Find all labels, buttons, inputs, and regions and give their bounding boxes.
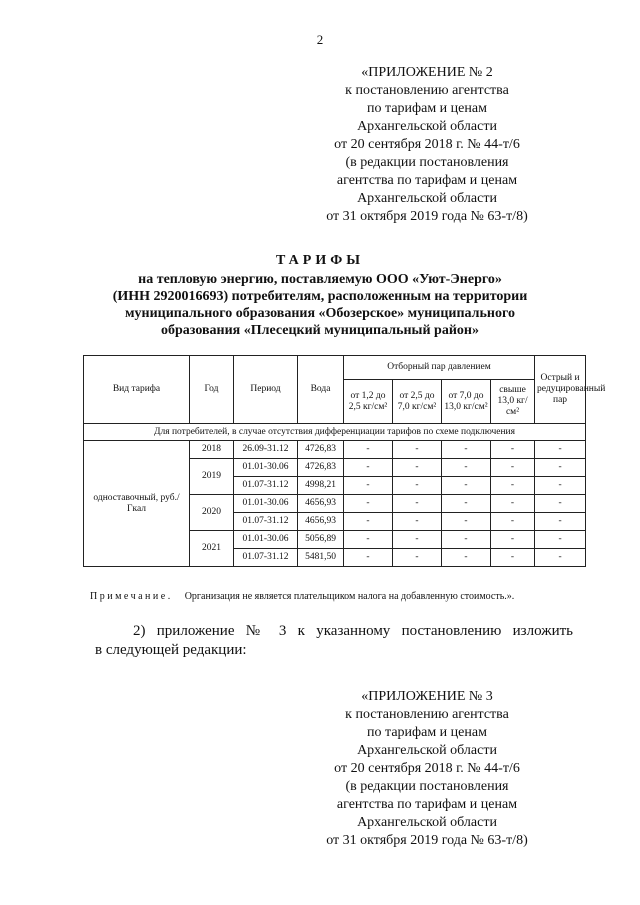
header-steam-4: свыше 13,0 кг/см² bbox=[491, 380, 535, 424]
appendix-line: «ПРИЛОЖЕНИЕ № 3 bbox=[361, 689, 493, 704]
steam-4-cell: - bbox=[491, 441, 535, 459]
steam-2-cell: - bbox=[393, 531, 442, 549]
year-cell: 2021 bbox=[190, 531, 234, 567]
header-sharp-steam: Острый и редуцированный пар bbox=[535, 356, 586, 424]
sharp-steam-cell: - bbox=[535, 477, 586, 495]
steam-3-cell: - bbox=[442, 549, 491, 567]
steam-2-cell: - bbox=[393, 477, 442, 495]
steam-3-cell: - bbox=[442, 531, 491, 549]
steam-1-cell: - bbox=[344, 459, 393, 477]
period-cell: 01.07-31.12 bbox=[234, 477, 298, 495]
steam-1-cell: - bbox=[344, 549, 393, 567]
subtitle-line: (ИНН 2920016693) потребителям, расположенным на территории bbox=[112, 289, 528, 304]
steam-1-cell: - bbox=[344, 477, 393, 495]
period-cell: 01.07-31.12 bbox=[234, 513, 298, 531]
header-period: Период bbox=[234, 356, 298, 424]
header-steam-2: от 2,5 до 7,0 кг/см² bbox=[393, 380, 442, 424]
tariffs-table bbox=[83, 355, 606, 567]
section-row: Для потребителей, в случае отсутствия дифференциации тарифов по схеме подключения bbox=[84, 424, 586, 441]
header-steam-3: от 7,0 до 13,0 кг/см² bbox=[442, 380, 491, 424]
steam-2-cell: - bbox=[393, 513, 442, 531]
note-text: Организация не является плательщиком налога на добавленную стоимость.». bbox=[184, 591, 515, 602]
steam-4-cell: - bbox=[491, 513, 535, 531]
appendix-line: Архангельской области bbox=[357, 743, 497, 758]
tariff-type-cell: одноставочный, руб./Гкал bbox=[84, 441, 190, 567]
appendix-line: Архангельской области bbox=[357, 191, 497, 206]
table-row bbox=[84, 441, 586, 459]
page-number: 2 bbox=[316, 32, 324, 47]
subtitle-line: муниципального образования «Обозерское» муниципального bbox=[124, 306, 516, 321]
steam-3-cell: - bbox=[442, 459, 491, 477]
steam-4-cell: - bbox=[491, 531, 535, 549]
appendix-line: от 20 сентября 2018 г. № 44-т/6 bbox=[334, 761, 520, 776]
water-cell: 4656,93 bbox=[298, 513, 344, 531]
steam-1-cell: - bbox=[344, 513, 393, 531]
note-label: Примечание. bbox=[90, 591, 173, 602]
sharp-steam-cell: - bbox=[535, 495, 586, 513]
period-cell: 01.07-31.12 bbox=[234, 549, 298, 567]
period-cell: 01.01-30.06 bbox=[234, 459, 298, 477]
period-cell: 01.01-30.06 bbox=[234, 495, 298, 513]
appendix-line: по тарифам и ценам bbox=[367, 101, 487, 116]
water-cell: 4998,21 bbox=[298, 477, 344, 495]
appendix-line: от 20 сентября 2018 г. № 44-т/6 bbox=[334, 137, 520, 152]
paragraph-line: в следующей редакции: bbox=[95, 642, 247, 658]
steam-4-cell: - bbox=[491, 459, 535, 477]
steam-2-cell: - bbox=[393, 459, 442, 477]
sharp-steam-cell: - bbox=[535, 441, 586, 459]
appendix-line: (в редакции постановления bbox=[345, 155, 509, 170]
steam-4-cell: - bbox=[491, 549, 535, 567]
sharp-steam-cell: - bbox=[535, 549, 586, 567]
period-cell: 26.09-31.12 bbox=[234, 441, 298, 459]
steam-1-cell: - bbox=[344, 441, 393, 459]
appendix-line: от 31 октября 2019 года № 63-т/8) bbox=[326, 209, 528, 224]
period-cell: 01.01-30.06 bbox=[234, 531, 298, 549]
document-subtitle bbox=[95, 271, 545, 339]
steam-4-cell: - bbox=[491, 477, 535, 495]
appendix-3-header bbox=[302, 688, 552, 850]
year-cell: 2018 bbox=[190, 441, 234, 459]
water-cell: 5481,50 bbox=[298, 549, 344, 567]
steam-2-cell: - bbox=[393, 441, 442, 459]
steam-2-cell: - bbox=[393, 495, 442, 513]
paragraph-line: 2) приложение № 3 к указанному постановлению изложить bbox=[133, 623, 573, 639]
year-cell: 2020 bbox=[190, 495, 234, 531]
appendix-2-header bbox=[302, 64, 552, 226]
appendix-line: агентства по тарифам и ценам bbox=[336, 173, 518, 188]
subtitle-line: образования «Плесецкий муниципальный район» bbox=[161, 323, 479, 338]
steam-1-cell: - bbox=[344, 531, 393, 549]
appendix-line: к постановлению агентства bbox=[345, 707, 509, 722]
amendment-paragraph bbox=[95, 622, 573, 660]
steam-1-cell: - bbox=[344, 495, 393, 513]
sharp-steam-cell: - bbox=[535, 459, 586, 477]
steam-2-cell: - bbox=[393, 549, 442, 567]
year-cell: 2019 bbox=[190, 459, 234, 495]
steam-4-cell: - bbox=[491, 495, 535, 513]
steam-3-cell: - bbox=[442, 495, 491, 513]
appendix-line: по тарифам и ценам bbox=[367, 725, 487, 740]
header-tariff-type: Вид тарифа bbox=[84, 356, 190, 424]
appendix-line: «ПРИЛОЖЕНИЕ № 2 bbox=[361, 65, 493, 80]
appendix-line: к постановлению агентства bbox=[345, 83, 509, 98]
water-cell: 5056,89 bbox=[298, 531, 344, 549]
appendix-line: агентства по тарифам и ценам bbox=[336, 797, 518, 812]
header-steam-1: от 1,2 до 2,5 кг/см² bbox=[344, 380, 393, 424]
appendix-line: от 31 октября 2019 года № 63-т/8) bbox=[326, 833, 528, 848]
appendix-line: (в редакции постановления bbox=[345, 779, 509, 794]
header-steam-group: Отборный пар давлением bbox=[344, 356, 535, 380]
water-cell: 4656,93 bbox=[298, 495, 344, 513]
steam-3-cell: - bbox=[442, 477, 491, 495]
sharp-steam-cell: - bbox=[535, 531, 586, 549]
header-year: Год bbox=[190, 356, 234, 424]
sharp-steam-cell: - bbox=[535, 513, 586, 531]
document-title: ТАРИФЫ bbox=[276, 253, 364, 268]
water-cell: 4726,83 bbox=[298, 441, 344, 459]
appendix-line: Архангельской области bbox=[357, 119, 497, 134]
water-cell: 4726,83 bbox=[298, 459, 344, 477]
appendix-line: Архангельской области bbox=[357, 815, 497, 830]
subtitle-line: на тепловую энергию, поставляемую ООО «Уют-Энерго» bbox=[138, 272, 502, 287]
header-water: Вода bbox=[298, 356, 344, 424]
steam-3-cell: - bbox=[442, 441, 491, 459]
table-note bbox=[90, 591, 514, 602]
steam-3-cell: - bbox=[442, 513, 491, 531]
